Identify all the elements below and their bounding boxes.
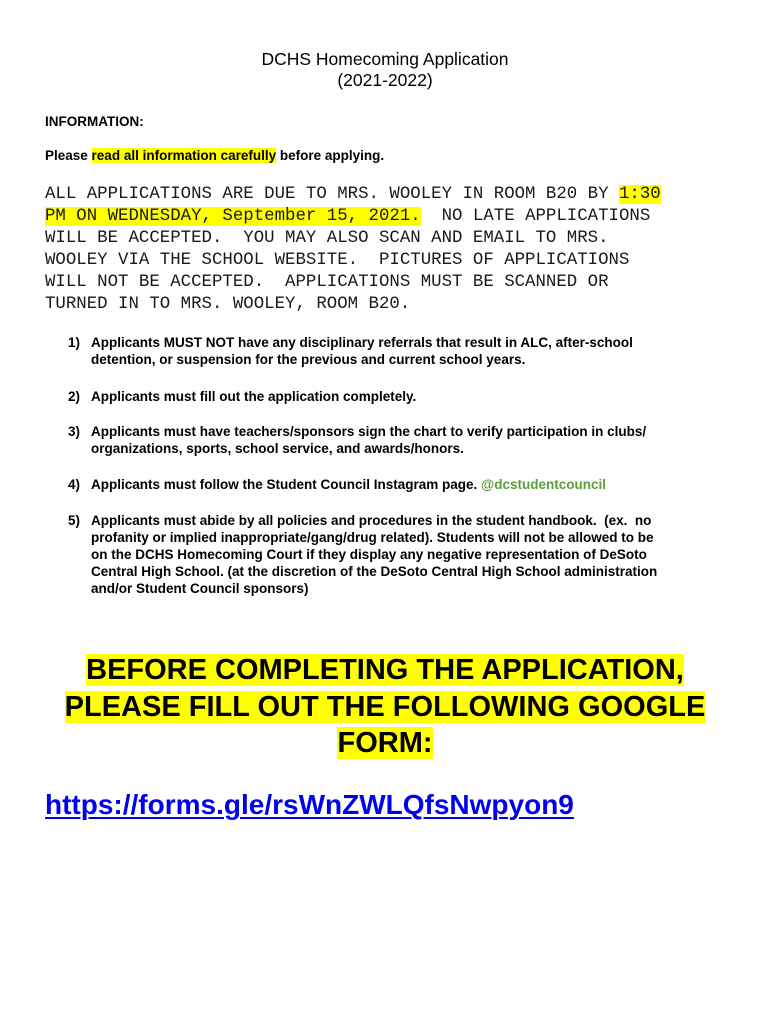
instruction-suffix: before applying. — [276, 148, 385, 163]
deadline-time-highlight: 1:30 — [619, 185, 661, 204]
information-heading: INFORMATION: — [45, 114, 144, 129]
title-line-1: DCHS Homecoming Application — [261, 49, 509, 69]
requirement-line: Applicants must have teachers/sponsors sign the chart to verify participation in clubs/ — [91, 424, 647, 439]
banner-line-2 — [0, 689, 770, 726]
requirement-number: 5) — [68, 513, 81, 528]
requirement-number: 1) — [68, 335, 81, 350]
requirement-line: and/or Student Council sponsors) — [91, 581, 309, 596]
banner-line-1-text: BEFORE COMPLETING THE APPLICATION, — [86, 654, 684, 686]
requirement-number: 2) — [68, 389, 81, 404]
deadline-line-3: WILL BE ACCEPTED. YOU MAY ALSO SCAN AND EMAIL TO MRS. — [45, 229, 609, 248]
google-form-link[interactable]: https://forms.gle/rsWnZWLQfsNwpyon9 — [45, 789, 574, 820]
banner-line-3-text: FORM: — [337, 727, 433, 759]
requirement-item-2 — [45, 388, 735, 405]
requirement-item-4 — [45, 476, 735, 493]
requirement-number: 3) — [68, 424, 81, 439]
requirements-list — [45, 334, 735, 597]
deadline-date-highlight: PM ON WEDNESDAY, September 15, 2021. — [45, 207, 421, 226]
requirement-line: Central High School. (at the discretion of the DeSoto Central High School administration — [91, 564, 658, 579]
requirement-item-3 — [45, 423, 735, 457]
requirement-line: organizations, sports, school service, and awards/honors. — [91, 441, 464, 456]
document-title — [0, 49, 770, 91]
requirement-line: profanity or implied inappropriate/gang/drug related). Students will not be allowed to be — [91, 530, 654, 545]
deadline-line-6: TURNED IN TO MRS. WOOLEY, ROOM B20. — [45, 295, 411, 314]
requirement-item-1 — [45, 334, 735, 368]
banner-line-2-text: PLEASE FILL OUT THE FOLLOWING GOOGLE — [64, 690, 706, 723]
deadline-line-4: WOOLEY VIA THE SCHOOL WEBSITE. PICTURES OF APPLICATIONS — [45, 251, 630, 270]
google-form-banner — [0, 652, 770, 762]
deadline-line-1-text: ALL APPLICATIONS ARE DUE TO MRS. WOOLEY IN ROOM B20 BY — [45, 185, 619, 204]
requirement-line: detention, or suspension for the previous and current school years. — [91, 352, 526, 367]
banner-line-3 — [0, 725, 770, 762]
deadline-line-2 — [45, 206, 661, 228]
banner-line-1 — [0, 652, 770, 689]
requirement-number: 4) — [68, 477, 81, 492]
requirement-line: Applicants must fill out the application completely. — [91, 389, 417, 404]
requirement-line: Applicants MUST NOT have any disciplinary referrals that result in ALC, after-school — [91, 335, 633, 350]
deadline-line-2-text: NO LATE APPLICATIONS — [420, 207, 651, 226]
requirement-line: on the DCHS Homecoming Court if they display any negative representation of DeSoto — [91, 547, 647, 562]
instruction-prefix: Please — [45, 148, 92, 163]
requirement-line — [91, 476, 735, 493]
instagram-handle-link[interactable]: @dcstudentcouncil — [481, 477, 606, 492]
deadline-line-1 — [45, 184, 661, 206]
requirement-item-5 — [45, 512, 735, 597]
instagram-requirement-text: Applicants must follow the Student Council Instagram page. — [91, 477, 482, 492]
deadline-line-5: WILL NOT BE ACCEPTED. APPLICATIONS MUST BE SCANNED OR — [45, 273, 609, 292]
title-line-2: (2021-2022) — [337, 70, 433, 90]
requirement-line: Applicants must abide by all policies and procedures in the student handbook. (ex. no — [91, 513, 652, 528]
instruction-highlight: read all information carefully — [91, 148, 277, 163]
read-instruction — [45, 148, 384, 163]
deadline-notice — [45, 184, 661, 316]
